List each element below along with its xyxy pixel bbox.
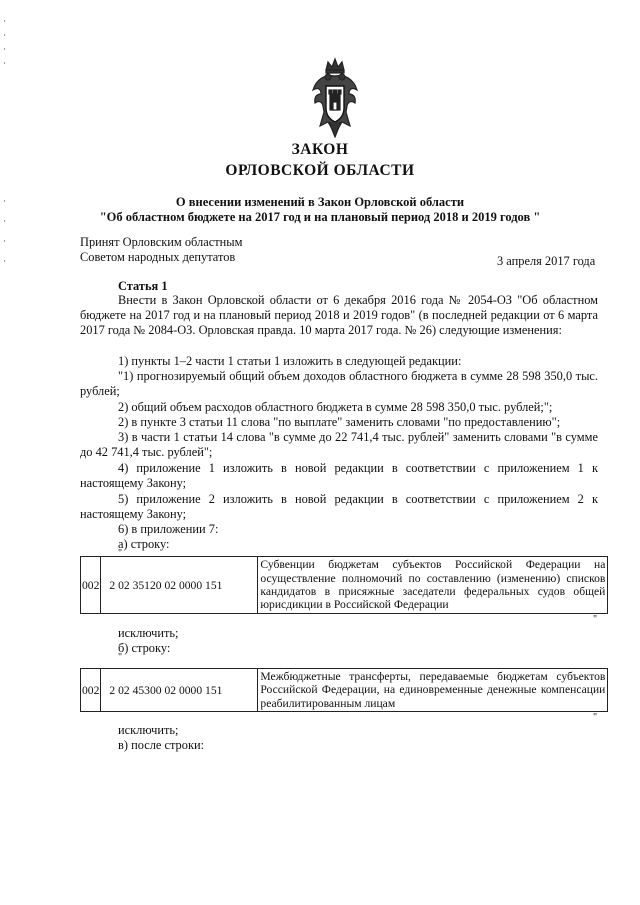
enactment-date: 3 апреля 2017 года [497,254,596,268]
scan-margin-artifact [4,20,6,280]
item-1-quote-2: 2) общий объем расходов областного бюджета в сумме 28 598 350,0 тыс. рублей;"; [118,400,553,414]
article-intro: Внести в Закон Орловской области от 6 декабря 2016 года № 2054-ОЗ "Об областном бюджете на 2017 год и на плановый период 2018 и 2019 годов" (в последней редакции от 6 марта 2017 года № 2084-ОЗ. Орловская правда. 10 марта 2017 года. № 26) следующие изменения: [80,293,598,338]
item-4: 4) приложение 1 изложить в новой редакции в соответствии с приложением 1 к настоящему Закону; [80,461,598,491]
table-row [81,669,608,712]
item-1-quote-1: "1) прогнозируемый общий объем доходов областного бюджета в сумме 28 598 350,0 тыс. рублей; [80,369,598,399]
sub-item-a: а) строку: [118,537,170,551]
item-2: 2) в пункте 3 статьи 11 слова "по выплате" заменить словами "по предоставлению"; [118,415,561,429]
law-subtitle-line1: О внесении изменений в Закон Орловской области [175,195,465,209]
item-1: 1) пункты 1–2 части 1 статьи 1 изложить в следующей редакции: [118,354,462,368]
amendment-table-1 [80,556,608,614]
law-subtitle-line2: "Об областном бюджете на 2017 год и на плановый период 2018 и 2019 годов " [99,210,541,224]
article-heading: Статья 1 [118,279,168,293]
table2-close-quote: " [593,712,598,723]
table1-admin-code: 002 [81,557,101,614]
table2-admin-code: 002 [81,669,101,712]
table1-description: Субвенции бюджетам субъектов Российской Федерации на осуществление полномочий по составлению (изменению) списков кандидатов в присяжные заседатели федеральных судов общей юрисдикции в Российской Федерации [258,557,608,614]
law-title: ЗАКОН [291,141,349,158]
table2-budget-code: 2 02 45300 02 0000 151 [101,669,258,712]
table1-open-quote: " [118,548,123,559]
item-3: 3) в части 1 статьи 14 слова "в сумме до 22 741,4 тыс. рублей" заменить словами "в сумме до 42 741,4 тыс. рублей"; [80,430,598,460]
sub-item-c: в) после строки: [118,738,205,752]
table-row [81,557,608,614]
exclude-text-1: исключить; [118,626,179,640]
enactment-line2: Советом народных депутатов [80,250,236,264]
item-5: 5) приложение 2 изложить в новой редакции в соответствии с приложением 2 к настоящему Закону; [80,492,598,522]
exclude-text-2: исключить; [118,723,179,737]
table2-open-quote: " [118,652,123,663]
coat-of-arms-icon [310,56,360,138]
amendment-table-2 [80,668,608,712]
enactment-line1: Принят Орловским областным [80,235,243,249]
table1-close-quote: " [593,614,598,625]
table1-budget-code: 2 02 35120 02 0000 151 [101,557,258,614]
item-6: 6) в приложении 7: [118,522,219,536]
table2-description: Межбюджетные трансферты, передаваемые бюджетам субъектов Российской Федерации, на единовременные денежные компенсации реабилитированным лицам [258,669,608,712]
sub-item-b: б) строку: [118,641,171,655]
law-region-title: ОРЛОВСКОЙ ОБЛАСТИ [225,162,415,179]
